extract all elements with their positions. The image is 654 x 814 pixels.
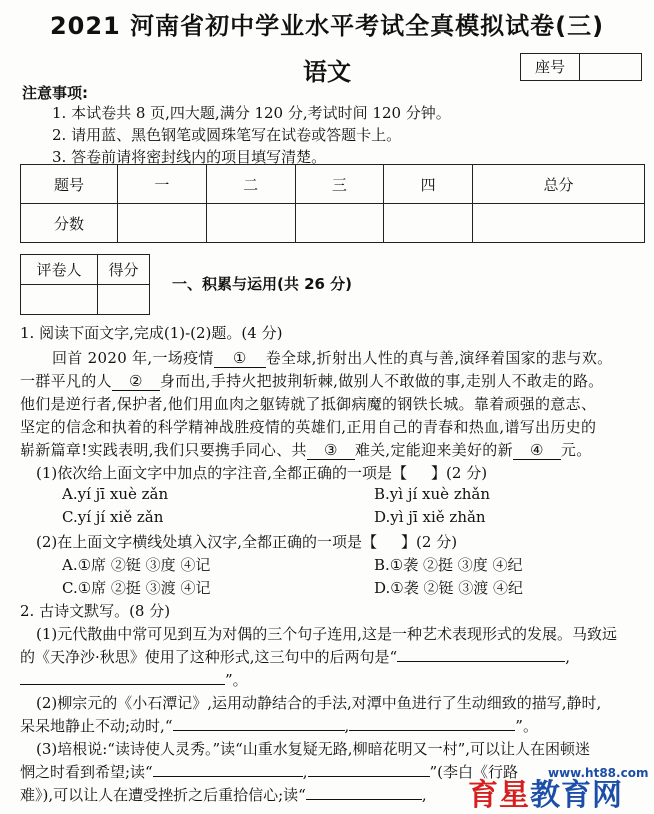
passage-line: 回首 2020 年,一场疫情 ① 卷全球,折射出人性的真与善,演绎着国家的悲与欢。 [52,349,613,367]
passage-line: 他们是逆行者,保护者,他们用血肉之躯铸就了抵御病魔的钢铁长城。靠着顽强的意志、 [20,395,597,413]
passage-line: 一群平凡的人 ② 身而出,手持火把披荆斩棘,做别人不敢做的事,走别人不敢走的路。 [20,372,604,390]
notes-heading: 注意事项: [22,84,88,102]
grader-cell[interactable] [21,285,98,315]
question-2-line: (3)培根说:“读诗使人灵秀。”读“山重水复疑无路,柳暗花明又一村”,可以让人在困顿迷 [36,740,591,758]
score-header-cell: 四 [384,165,473,204]
option-b[interactable]: B.yì jí xuè zhǎn [374,485,490,503]
answer-line[interactable] [397,661,565,662]
option-a[interactable]: A.yí jī xuè zǎn [62,485,169,503]
question-2-line: 难》),可以让人在遭受挫折之后重拾信心;读“ , [20,786,427,804]
grader-score-label: 得分 [98,255,150,285]
option-d[interactable]: D.yì jī xiě zhǎn [374,508,486,526]
question-2-stem: 2. 古诗文默写。(8 分) [20,602,171,620]
option-a[interactable]: A.①席 ②铤 ③度 ④记 [62,556,211,574]
score-header-cell: 题号 [21,165,118,204]
answer-line[interactable] [20,684,225,685]
question-2-line: 惘之时看到希望;读“ , ”(李白《行路 [20,763,519,781]
score-cell[interactable] [206,204,295,243]
note-item: 2. 请用蓝、黑色钢笔或圆珠笔写在试卷或答题卡上。 [52,126,402,144]
fill-blank-3[interactable]: ③ [307,441,355,460]
score-cell[interactable] [295,204,384,243]
score-row-label: 分数 [21,204,118,243]
question-2-line: 的《天净沙·秋思》使用了这种形式,这三句中的后两句是“ , [20,648,570,666]
question-2-line: 呆呆地静止不动;动时,“ , ”。 [20,717,538,735]
grader-score-cell[interactable] [98,285,150,315]
grader-label: 评卷人 [21,255,98,285]
answer-line[interactable] [153,776,303,777]
fill-blank-2[interactable]: ② [112,372,160,391]
score-header-cell: 总分 [473,165,645,204]
fill-blank-4[interactable]: ④ [513,441,561,460]
score-header-cell: 三 [295,165,384,204]
subquestion-2-stem: (2)在上面文字横线处填入汉字,全都正确的一项是【 】(2 分) [36,533,458,551]
score-cell[interactable] [118,204,207,243]
score-cell[interactable] [473,204,645,243]
seat-number-field[interactable] [580,54,641,80]
score-header-cell: 一 [118,165,207,204]
answer-line[interactable] [306,799,422,800]
grader-table [20,254,150,315]
passage-line: 崭新篇章!实践表明,我们只要携手同心、共 ③ 难关,定能迎来美好的新 ④ 元。 [20,441,592,459]
fill-blank-1[interactable]: ① [214,349,266,368]
watermark-logo: 育星教育网 [468,778,623,813]
watermark-url: www.ht88.com [548,766,649,780]
section-title: 一、积累与运用(共 26 分) [172,275,353,293]
score-header-cell: 二 [206,165,295,204]
answer-line[interactable] [349,730,515,731]
answer-line[interactable] [308,776,430,777]
question-2-line: (2)柳宗元的《小石潭记》,运用动静结合的手法,对潭中鱼进行了生动细致的描写,静时, [36,694,602,712]
subject-title: 语文 [303,58,351,86]
note-item: 3. 答卷前请将密封线内的项目填写清楚。 [52,148,327,166]
note-item: 1. 本试卷共 8 页,四大题,满分 120 分,考试时间 120 分钟。 [52,104,451,122]
exam-title: 2021 河南省初中学业水平考试全真模拟试卷(三) [49,12,605,40]
question-2-line: (1)元代散曲中常可见到互为对偶的三个句子连用,这是一种艺术表现形式的发展。马致远 [36,625,618,643]
option-c[interactable]: C.yí jí xiě zǎn [62,508,164,526]
seat-label: 座号 [521,54,580,80]
seat-number-box [520,53,642,81]
question-2-line: ”。 [20,669,248,690]
score-cell[interactable] [384,204,473,243]
passage-line: 坚定的信念和执着的科学精神战胜疫情的英雄们,正用自己的青春和热血,谱写出历史的 [20,418,597,436]
answer-line[interactable] [173,730,345,731]
score-table [20,164,645,243]
subquestion-1-stem: (1)依次给上面文字中加点的字注音,全都正确的一项是【 】(2 分) [36,464,488,482]
option-b[interactable]: B.①袭 ②挺 ③度 ④纪 [374,556,523,574]
option-d[interactable]: D.①袭 ②铤 ③渡 ④纪 [374,579,524,597]
question-1-stem: 1. 阅读下面文字,完成(1)-(2)题。(4 分) [20,324,283,342]
option-c[interactable]: C.①席 ②挺 ③渡 ④记 [62,579,211,597]
